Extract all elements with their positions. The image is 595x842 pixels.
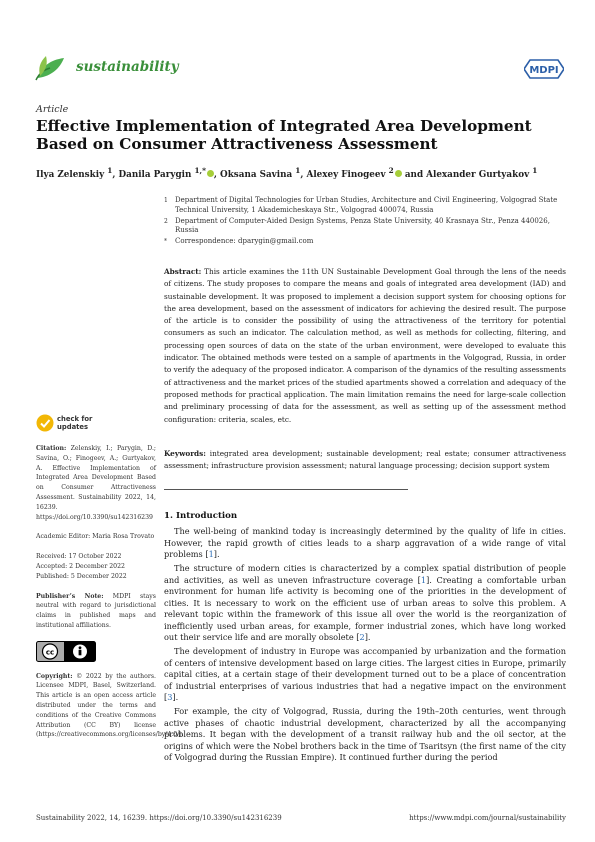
received-date: Received: 17 October 2022 xyxy=(36,553,122,561)
affiliations xyxy=(164,196,564,248)
cc-by-icon[interactable] xyxy=(36,641,96,662)
affiliation-mark: 2 xyxy=(164,217,168,225)
author-name[interactable]: and Alexander Gurtyakov xyxy=(401,169,533,180)
publisher-note-label: Publisher’s Note: xyxy=(36,592,104,600)
citation-link[interactable]: 1 xyxy=(208,549,214,559)
author-affil-mark: 1,* xyxy=(194,166,206,175)
footer-citation[interactable]: Sustainability 2022, 14, 16239. https://doi.org/10.3390/su142316239 xyxy=(36,814,282,822)
author-affil-mark: 1 xyxy=(295,166,301,175)
abstract-text: This article examines the 11th UN Sustainable Development Goal through the lens of the needs of citizens. The study proposes to compare the means and goals of integrated area development (IAD) and sustainable development. It was proposed to implement a decision support system for choosing options for the area development, based on the assessment of indicators for achieving the desired result. The purpose of the article is to consider the possibility of using the attractiveness of the territory for potential consumers as such an indicator. The calculation method, as well as methods for collecting, filtering, and processing open sources of data on the state of the urban environment, were developed to evaluate this indicator. The obtained methods were tested on a sample of apartments in the Volgograd, Russia, in order to verify the adequacy of the proposed indicator. A comparison of the dynamics of the resulting assessments of attractiveness and the market prices of the studied apartments showed a correlation and adequacy of the proposed methods for practical application. The main limitation remains the need for large-scale collection and preliminary processing of data for the assessment, as well as setting up of the assessment method configuration: criteria, scales, etc. xyxy=(164,267,566,424)
affiliation-text: Department of Computer-Aided Design Systems, Penza State University, 40 Krasnaya Str., Penza 440026, Russia xyxy=(175,216,550,235)
sidebar xyxy=(36,414,184,750)
section-divider xyxy=(164,489,408,490)
author-affil-mark: 1 xyxy=(107,166,113,175)
citation-label: Citation: xyxy=(36,445,67,452)
footer-journal-url[interactable]: https://www.mdpi.com/journal/sustainability xyxy=(409,814,566,822)
publisher-note-text: MDPI stays neutral with regard to jurisdictional claims in published maps and institutional affiliations. xyxy=(36,592,156,629)
accepted-date: Accepted: 2 December 2022 xyxy=(36,562,125,570)
copyright-label: Copyright: xyxy=(36,672,73,680)
affiliation-item xyxy=(164,196,564,216)
editor-block xyxy=(36,532,156,542)
paragraph: The structure of modern cities is characterized by a complex spatial distribution of people and activities, as well as uneven infrastructure coverage [1]. Creating a comfortable urban environment for human life activity is becoming one of the priorities in the development of cities. It is necessary to work on the efficient use of urban areas to solve this problem. A relevant topic within the framework of this issue all over the world is the reorganization of inefficiently used urban areas, for example, former industrial zones, which have long worked out their service life and are morally obsolete [2]. xyxy=(164,563,567,643)
orcid-icon[interactable] xyxy=(207,170,214,177)
journal-header xyxy=(34,52,564,92)
check-label: updates xyxy=(57,423,89,431)
academic-editor: Academic Editor: Maria Rosa Trovato xyxy=(36,533,155,541)
paragraph: The development of industry in Europe was accompanied by urbanization and the formation of centers of intensive development based on large cities. The largest cities in Europe, primarily capital cities, at a certain stage of their development turned out to be a place of concentration of industrial enterprises of various industries that had a negative impact on the environment [3]. xyxy=(164,646,566,703)
affiliation-item xyxy=(164,217,564,237)
paragraph: For example, the city of Volgograd, Russia, during the 19th–20th centuries, went through active phases of chaotic industrial development, characterized by all the accompanying problems. It began with the development of a transit railway hub and the oil sector, at the origins of which were the Nobel brothers back in the time of Tsaritsyn (the first name of the city of Volgograd during the Russian Empire). It continued further during the period xyxy=(164,706,566,763)
affiliation-text: Department of Digital Technologies for Urban Studies, Architecture and Civil Engineering, Volgograd State Technical University, 1 Akademicheskaya Str., Volgograd 400074, Russia xyxy=(175,196,558,214)
author-affil-mark: 2 xyxy=(388,166,394,175)
svg-text:cc: cc xyxy=(45,648,55,657)
citation-link[interactable]: 3 xyxy=(167,692,173,703)
paragraph: The well-being of mankind today is increasingly determined by the quality of life in cities. However, the rapid growth of cities leads to a sharp aggravation of a wide range of vital problems [1]. xyxy=(164,526,566,559)
mdpi-logo-icon[interactable] xyxy=(524,58,564,80)
publisher-note xyxy=(36,592,156,631)
page-title: Effective Implementation of Integrated Area Development Based on Consumer Attractiveness Assessment xyxy=(36,117,532,153)
citation-text[interactable]: Zelenskiy, I.; Parygin, D.; Savina, O.; Finogeev, A.; Gurtyakov, A. Effective Implementation of Integrated Area Development Based on Consumer Attractiveness Assessment. Sustainability 2022, 14, 16239. https://doi.org/10.3390/su142316239 xyxy=(36,445,156,521)
keywords xyxy=(164,448,566,473)
abstract xyxy=(164,266,566,426)
published-date: Published: 5 December 2022 xyxy=(36,572,127,580)
author-name[interactable]: Ilya Zelenskiy xyxy=(36,169,108,180)
correspondence-text[interactable]: Correspondence: dparygin@gmail.com xyxy=(175,237,314,246)
keywords-text: integrated area development; sustainable development; real estate; consumer attractiveness assessment; infrastructure provision assessment; natural language processing; decision support system xyxy=(164,449,567,471)
check-for-updates-button[interactable] xyxy=(36,414,156,434)
orcid-icon[interactable] xyxy=(395,170,402,177)
mdpi-logo-text: MDPI xyxy=(529,65,559,76)
author-name[interactable]: , Danila Parygin xyxy=(112,169,195,180)
author-name[interactable]: , Alexey Finogeev xyxy=(300,169,389,180)
affiliation-item xyxy=(164,237,564,247)
author-list xyxy=(36,166,576,180)
body-text xyxy=(164,526,566,766)
article-type: Article xyxy=(36,104,69,115)
citation-link[interactable]: 1 xyxy=(420,574,427,585)
author-name[interactable]: , Oksana Savina xyxy=(213,169,296,180)
copyright-block xyxy=(36,672,184,741)
keywords-label: Keywords: xyxy=(164,449,206,458)
section-heading: 1. Introduction xyxy=(164,511,238,521)
dates-block xyxy=(36,552,156,581)
abstract-label: Abstract: xyxy=(164,267,202,276)
citation-block xyxy=(36,444,156,522)
copyright-text: © 2022 by the authors. Licensee MDPI, Basel, Switzerland. This article is an open access article distributed under the terms and conditions of the Creative Commons Attribution (CC BY) license (https://creativecommons.org/licenses/by/4.0/). xyxy=(36,672,184,739)
affiliation-mark: * xyxy=(164,238,167,246)
affiliation-mark: 1 xyxy=(164,197,168,204)
journal-name[interactable]: sustainability xyxy=(76,59,179,75)
leaf-logo-icon xyxy=(34,52,68,84)
author-affil-mark: 1 xyxy=(532,166,538,175)
check-for-updates-icon xyxy=(36,414,54,432)
citation-link[interactable]: 2 xyxy=(359,632,365,643)
check-label: check for xyxy=(57,415,93,423)
